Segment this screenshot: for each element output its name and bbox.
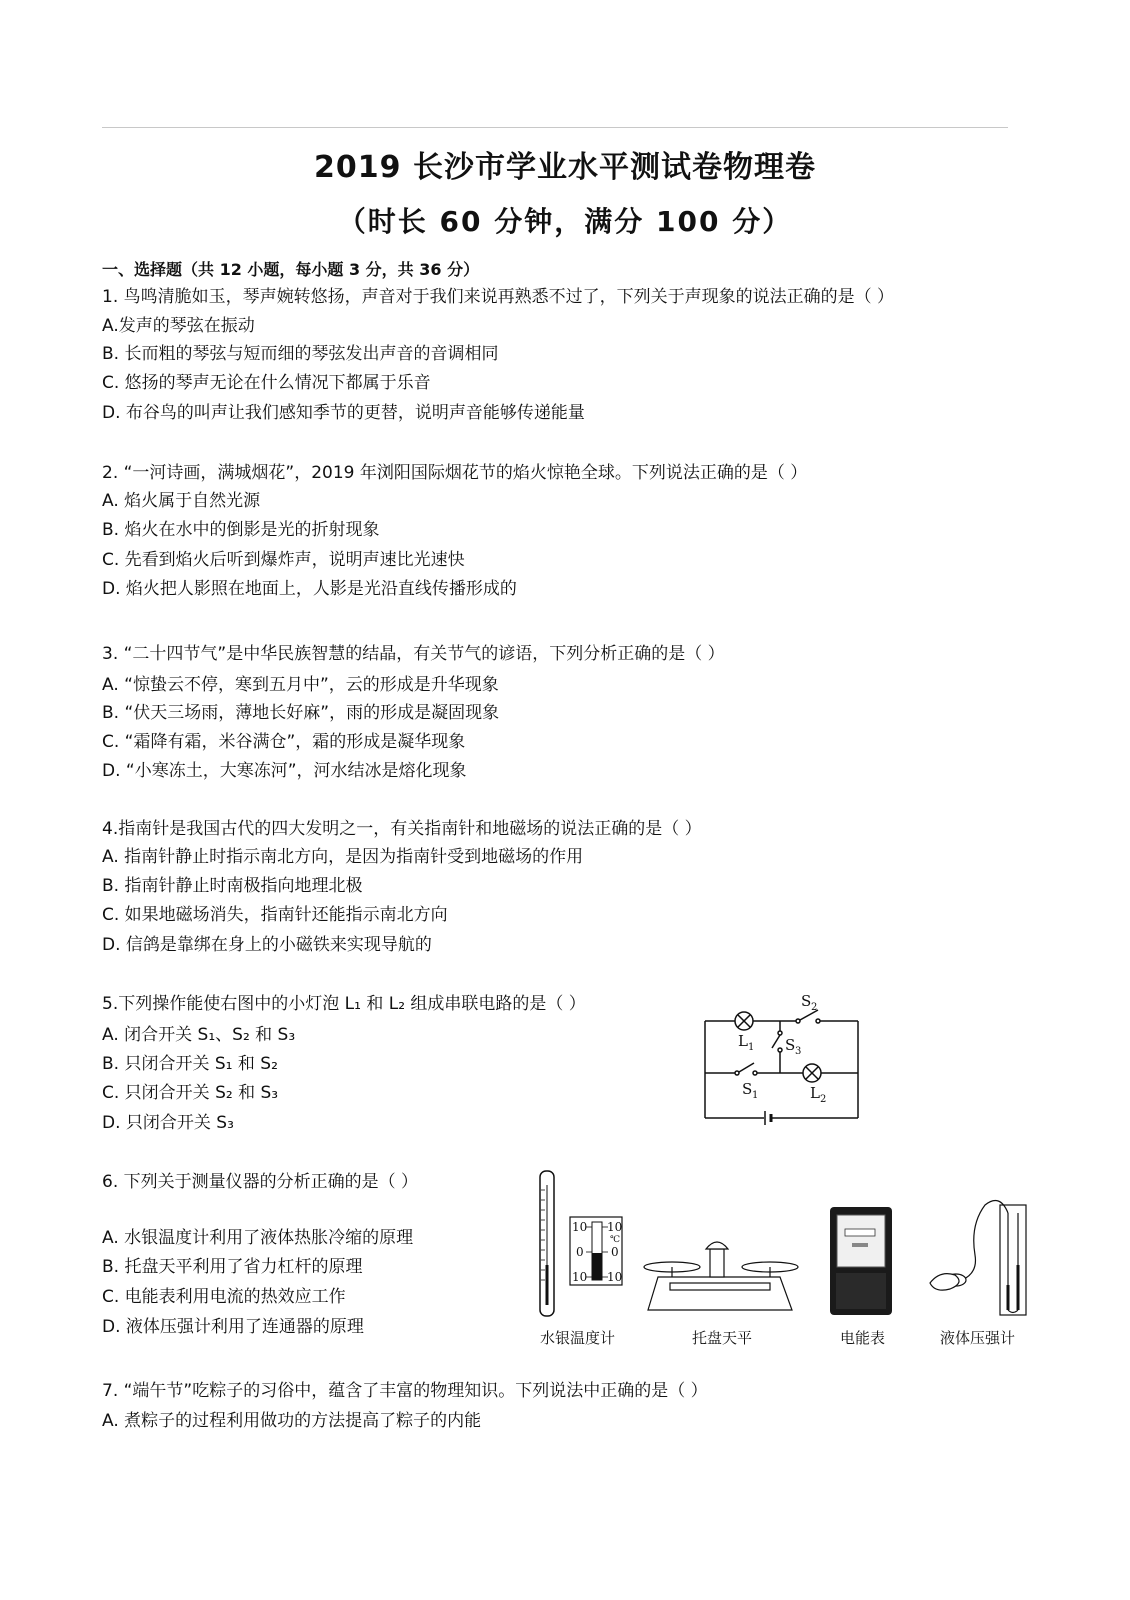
question-2-stem: 2. “一河诗画，满城烟花”，2019 年浏阳国际烟花节的焰火惊艳全球。下列说法正确的是（ ） [102, 463, 808, 483]
question-7-option-a: A. 煮粽子的过程利用做功的方法提高了粽子的内能 [102, 1411, 482, 1431]
page-subtitle: （时长 60 分钟，满分 100 分） [337, 205, 793, 238]
label-l1-sub: 1 [748, 1042, 755, 1053]
label-l2-sub: 2 [820, 1094, 827, 1105]
balance-caption: 托盘天平 [692, 1329, 753, 1347]
question-1-stem: 1. 鸟鸣清脆如玉，琴声婉转悠扬，声音对于我们来说再熟悉不过了，下列关于声现象的说法正确的是（ ） [102, 287, 895, 307]
question-4-option-b: B. 指南针静止时南极指向地理北极 [102, 876, 363, 896]
question-1-option-d: D. 布谷鸟的叫声让我们感知季节的更替，说明声音能够传递能量 [102, 403, 585, 423]
question-3-option-a: A. “惊蛰云不停，寒到五月中”，云的形成是升华现象 [102, 675, 499, 695]
question-2-option-d: D. 焰火把人影照在地面上，人影是光沿直线传播形成的 [102, 579, 517, 599]
question-5-option-b: B. 只闭合开关 S₁ 和 S₂ [102, 1054, 278, 1074]
question-6-option-a: A. 水银温度计利用了液体热胀冷缩的原理 [102, 1228, 414, 1248]
question-6-option-c: C. 电能表利用电流的热效应工作 [102, 1287, 346, 1307]
thermo-unit: ℃ [610, 1235, 621, 1245]
lamp-l1-icon [735, 1012, 753, 1030]
question-3-option-c: C. “霜降有霜，米谷满仓”，霜的形成是凝华现象 [102, 732, 466, 752]
label-s1: S [742, 1080, 753, 1098]
balance-icon [644, 1242, 798, 1310]
thermo-scale-right-bottom: 10 [607, 1270, 623, 1284]
switch-s1-icon [735, 1063, 757, 1075]
lamp-l2-icon [803, 1064, 821, 1082]
question-4-option-a: A. 指南针静止时指示南北方向，是因为指南针受到地磁场的作用 [102, 847, 584, 867]
label-l1: L [738, 1032, 748, 1050]
question-4-stem: 4.指南针是我国古代的四大发明之一，有关指南针和地磁场的说法正确的是（ ） [102, 819, 702, 839]
question-1-option-b: B. 长而粗的琴弦与短而细的琴弦发出声音的音调相同 [102, 344, 499, 364]
instruments-figure [530, 1165, 1040, 1350]
thermo-scale-right-mid: 0 [611, 1245, 619, 1259]
thermo-scale-right-top: 10 [607, 1220, 623, 1234]
question-4-option-c: C. 如果地磁场消失，指南针还能指示南北方向 [102, 905, 448, 925]
question-3-stem: 3. “二十四节气”是中华民族智慧的结晶，有关节气的谚语，下列分析正确的是（ ） [102, 644, 725, 664]
question-5-option-a: A. 闭合开关 S₁、S₂ 和 S₃ [102, 1025, 296, 1045]
meter-caption: 电能表 [840, 1329, 886, 1347]
question-6-stem: 6. 下列关于测量仪器的分析正确的是（ ） [102, 1172, 419, 1192]
label-s2-sub: 2 [811, 1002, 818, 1013]
label-s2: S [801, 992, 812, 1010]
label-s1-sub: 1 [752, 1090, 759, 1101]
question-2-option-a: A. 焰火属于自然光源 [102, 491, 261, 511]
label-s3: S [785, 1036, 796, 1054]
thermometer-caption: 水银温度计 [540, 1329, 616, 1347]
pressure-gauge-icon [930, 1201, 1026, 1316]
manometer-caption: 液体压强计 [940, 1329, 1016, 1347]
question-6-option-d: D. 液体压强计利用了连通器的原理 [102, 1317, 364, 1337]
thermo-scale-left-bottom: 10 [572, 1270, 588, 1284]
label-s3-sub: 3 [795, 1046, 802, 1057]
top-rule [102, 127, 1008, 128]
question-6-option-b: B. 托盘天平利用了省力杠杆的原理 [102, 1257, 363, 1277]
switch-s3-icon [772, 1031, 782, 1052]
electricity-meter-icon [830, 1207, 892, 1315]
battery-icon [765, 1111, 771, 1125]
question-4-option-d: D. 信鸽是靠绑在身上的小磁铁来实现导航的 [102, 935, 432, 955]
thermo-scale-left-mid: 0 [576, 1245, 584, 1259]
question-3-option-d: D. “小寒冻土，大寒冻河”，河水结冰是熔化现象 [102, 761, 467, 781]
thermo-scale-left-top: 10 [572, 1220, 588, 1234]
question-1-option-c: C. 悠扬的琴声无论在什么情况下都属于乐音 [102, 373, 431, 393]
question-2-option-b: B. 焰火在水中的倒影是光的折射现象 [102, 520, 380, 540]
question-5-option-c: C. 只闭合开关 S₂ 和 S₃ [102, 1083, 279, 1103]
question-2-option-c: C. 先看到焰火后听到爆炸声，说明声速比光速快 [102, 550, 465, 570]
mercury-thermometer-icon [540, 1171, 622, 1316]
question-5-option-d: D. 只闭合开关 S₃ [102, 1113, 234, 1133]
section-heading: 一、选择题（共 12 小题，每小题 3 分，共 36 分） [102, 260, 480, 279]
question-5-stem: 5.下列操作能使右图中的小灯泡 L₁ 和 L₂ 组成串联电路的是（ ） [102, 994, 586, 1014]
page-title: 2019 长沙市学业水平测试卷物理卷 [314, 150, 816, 185]
question-1-option-a: A.发声的琴弦在振动 [102, 316, 255, 336]
label-l2: L [810, 1084, 820, 1102]
question-7-stem: 7. “端午节”吃粽子的习俗中，蕴含了丰富的物理知识。下列说法中正确的是（ ） [102, 1381, 708, 1401]
circuit-diagram [690, 988, 870, 1128]
question-3-option-b: B. “伏天三场雨，薄地长好麻”，雨的形成是凝固现象 [102, 703, 500, 723]
